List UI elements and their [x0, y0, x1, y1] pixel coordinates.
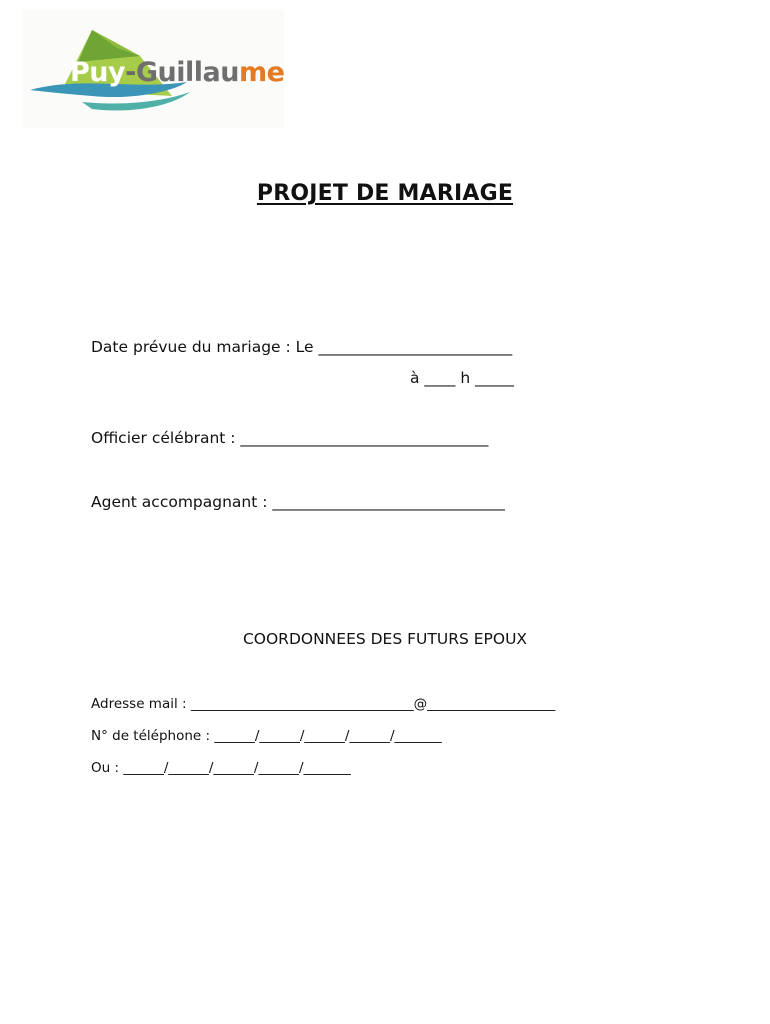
time-field-line: à ____ h _____ — [410, 369, 514, 387]
email-field-line: Adresse mail : _________________________________@___________________ — [91, 696, 556, 712]
logo — [22, 10, 284, 128]
agent-field-line: Agent accompagnant : ______________________________ — [91, 493, 505, 511]
phone-field-line: N° de téléphone : ______/______/______/______/_______ — [91, 728, 442, 744]
logo-wordmark — [70, 59, 284, 86]
alt-phone-field-line: Ou : ______/______/______/______/_______ — [91, 760, 351, 776]
date-field-line: Date prévue du mariage : Le _________________________ — [91, 338, 513, 356]
page-title: PROJET DE MARIAGE — [256, 181, 514, 206]
coordonnees-section-title: COORDONNEES DES FUTURS EPOUX — [242, 630, 528, 648]
logo-text-dash: - — [125, 57, 136, 88]
logo-text-puy: Puy — [70, 57, 126, 88]
logo-text-me: me — [238, 57, 285, 88]
officier-field-line: Officier célébrant : ________________________________ — [91, 429, 489, 447]
logo-text-guillau: Guillau — [135, 57, 239, 88]
